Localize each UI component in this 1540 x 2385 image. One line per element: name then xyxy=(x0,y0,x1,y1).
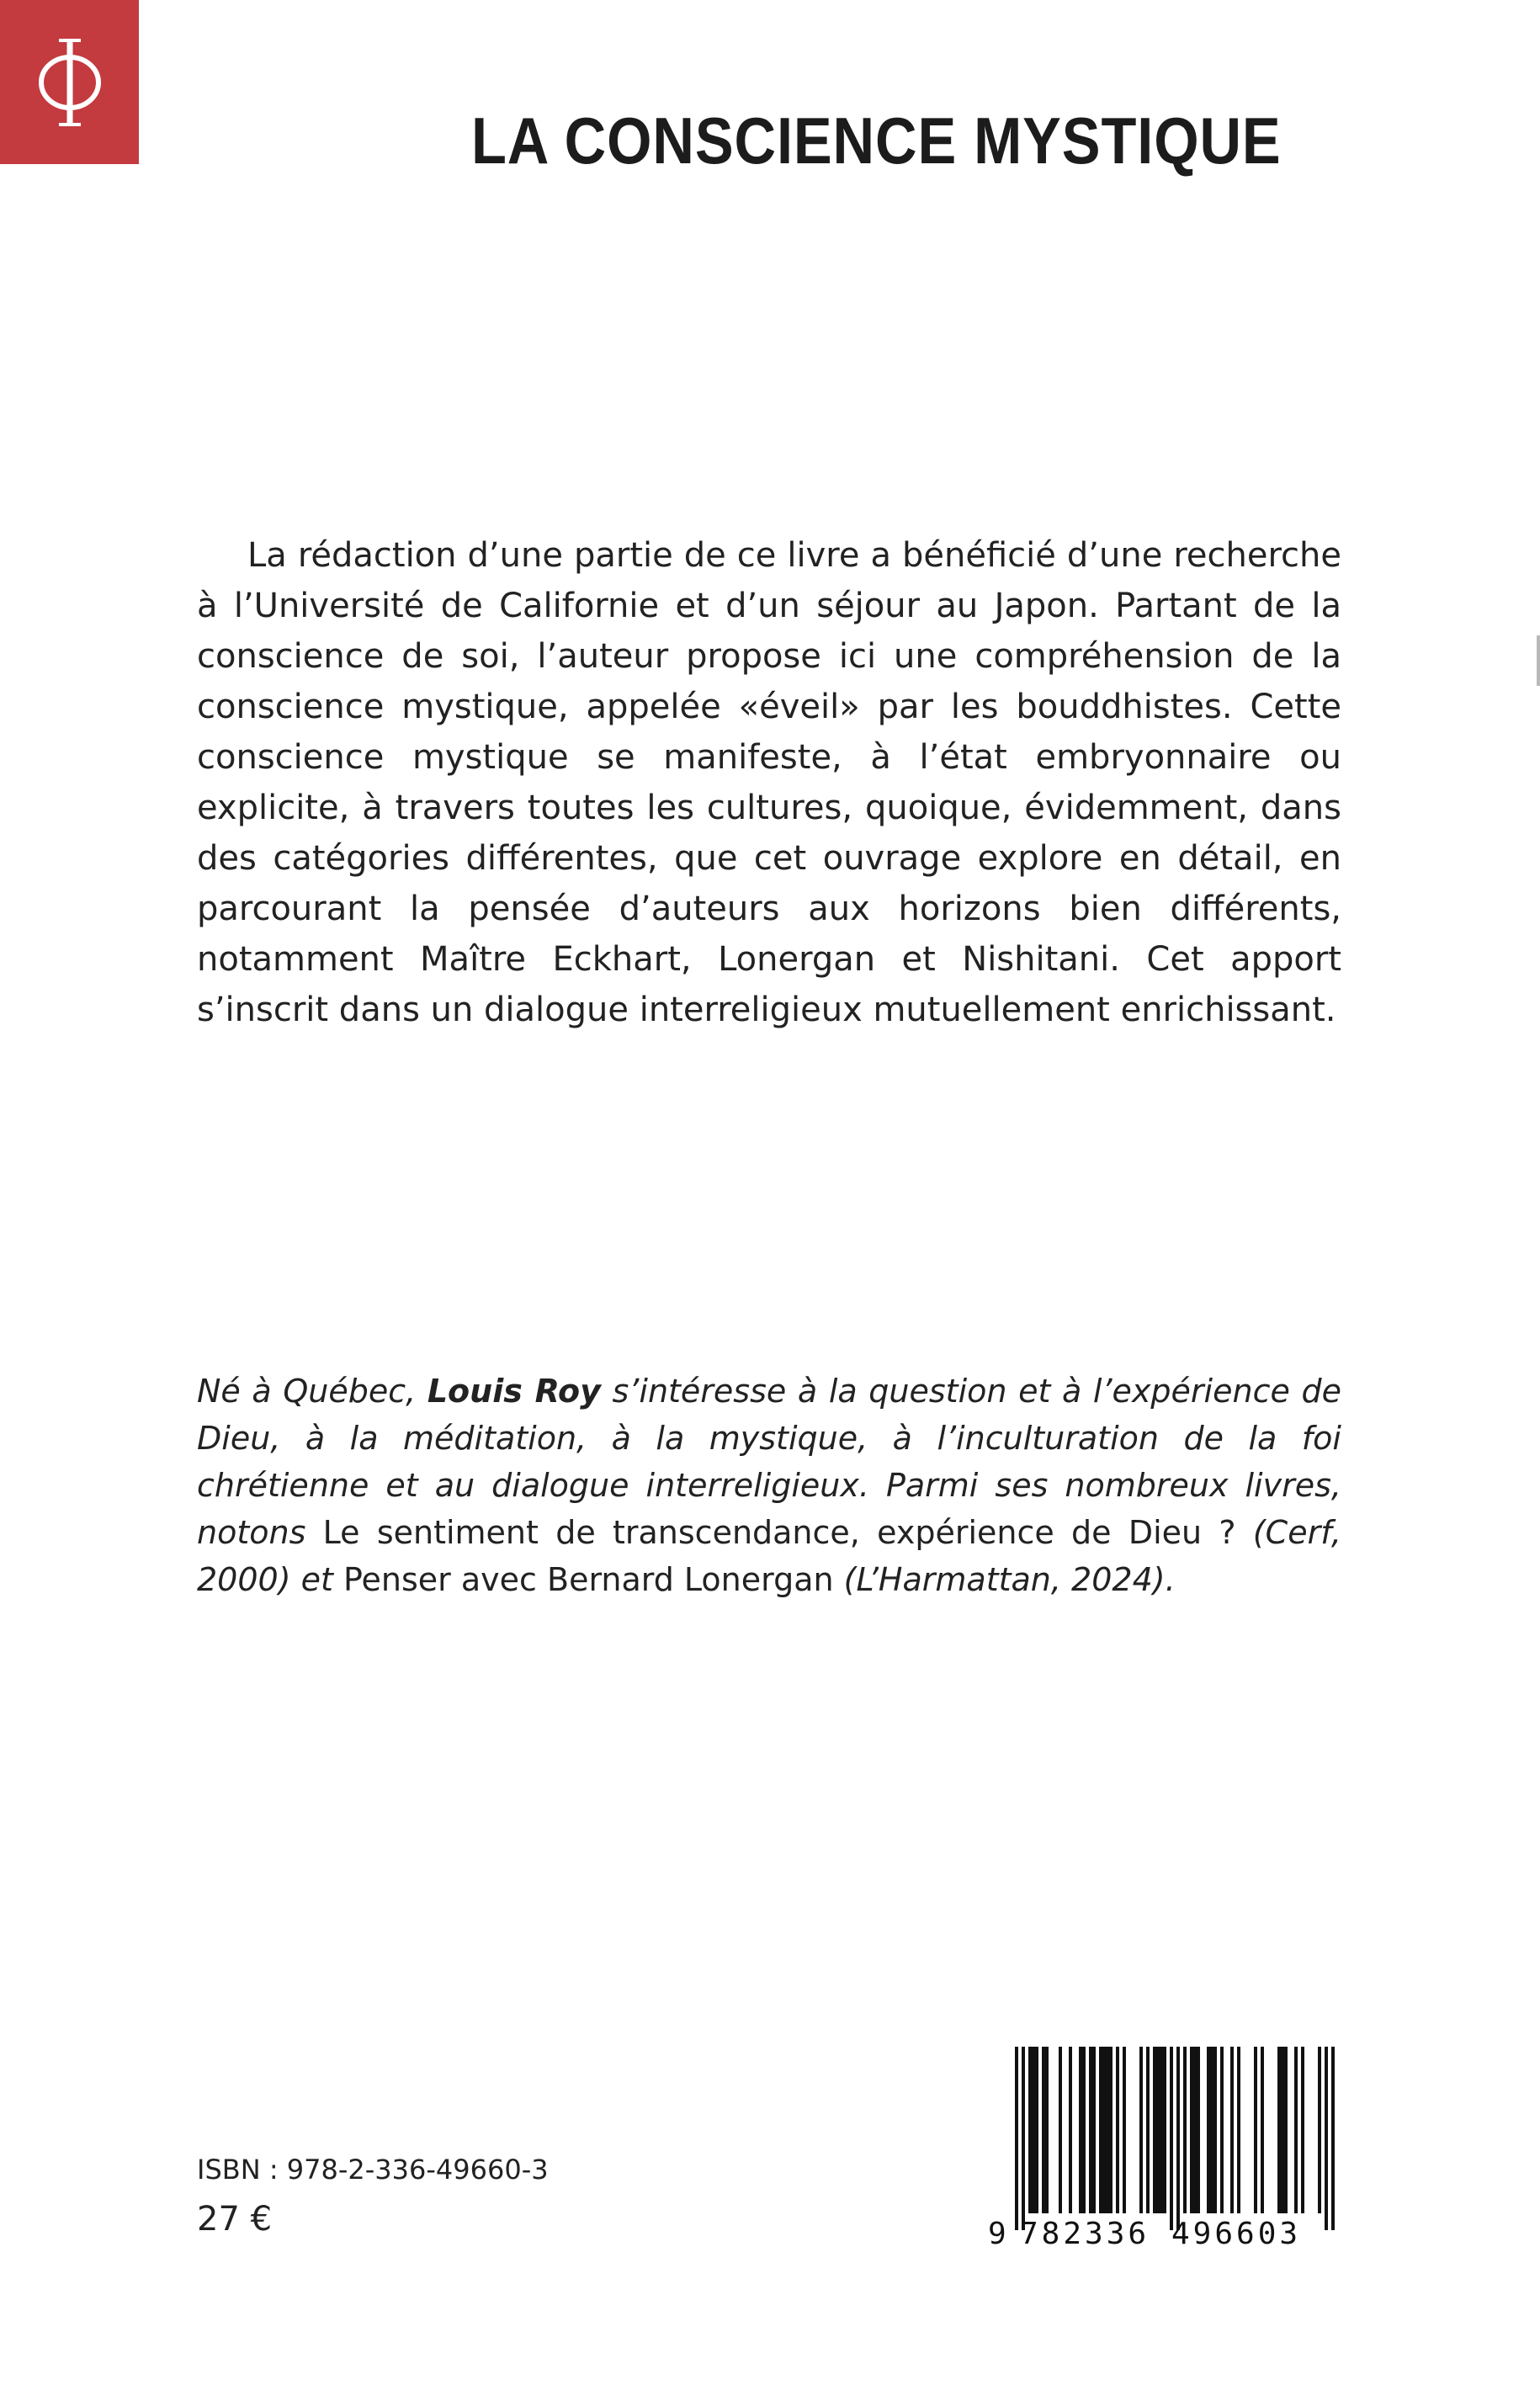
barcode-right-digits: 496603 xyxy=(1171,2217,1302,2251)
barcode-bar xyxy=(1220,2047,1224,2213)
bio-text-1: s’intéresse à la question et à l’expérience de Dieu, à la méditation, à la mystique, à l’inculturation de la foi chrétienne et au dialogue interreligieux. Parmi ses nombreux livres, notons xyxy=(197,1373,1341,1551)
barcode-bar xyxy=(1035,2047,1038,2213)
barcode-bar xyxy=(1197,2047,1200,2213)
phi-logo-icon xyxy=(32,32,108,133)
barcode-bar xyxy=(1123,2047,1126,2213)
barcode-bar xyxy=(1139,2047,1143,2213)
barcode-bar xyxy=(1032,2047,1035,2213)
book-reference-2: Penser avec Bernard Lonergan xyxy=(343,1561,834,1598)
barcode-first-digit: 9 xyxy=(988,2217,1006,2251)
barcode-bar xyxy=(1170,2047,1173,2230)
barcode-bar xyxy=(1156,2047,1160,2213)
barcode-bar xyxy=(1331,2047,1335,2230)
barcode-bar xyxy=(1183,2047,1187,2213)
author-name: Louis Roy xyxy=(427,1373,601,1410)
barcode-bar xyxy=(1102,2047,1106,2213)
barcode-bar xyxy=(1163,2047,1166,2213)
barcode-bar xyxy=(1230,2047,1234,2213)
barcode-bar xyxy=(1146,2047,1150,2213)
barcode-bar xyxy=(1277,2047,1281,2213)
barcode-bar xyxy=(1079,2047,1082,2213)
barcode-bar xyxy=(1069,2047,1072,2213)
barcode-bar xyxy=(1059,2047,1062,2213)
book-reference-1: Le sentiment de transcendance, expérience de Dieu ? xyxy=(322,1514,1236,1551)
book-title: LA CONSCIENCE MYSTIQUE xyxy=(471,104,1282,178)
price-label: 27 € xyxy=(197,2200,273,2239)
barcode-bar xyxy=(1109,2047,1113,2213)
barcode-bar xyxy=(1210,2047,1213,2213)
barcode-bar xyxy=(1294,2047,1298,2213)
barcode-bar xyxy=(1045,2047,1049,2213)
barcode-bar xyxy=(1318,2047,1321,2213)
author-bio xyxy=(197,1368,1341,1603)
barcode-bar xyxy=(1116,2047,1119,2213)
barcode-bar xyxy=(1193,2047,1197,2213)
barcode-bar xyxy=(1176,2047,1180,2230)
isbn-label: ISBN : 978-2-336-49660-3 xyxy=(197,2154,549,2186)
barcode-bar xyxy=(1301,2047,1304,2213)
publisher-logo xyxy=(0,0,139,164)
barcode-bar xyxy=(1089,2047,1092,2213)
spine-edge-mark xyxy=(1537,635,1540,686)
barcode-bar xyxy=(1042,2047,1045,2213)
barcode-bar xyxy=(1099,2047,1102,2213)
barcode-bar xyxy=(1015,2047,1018,2230)
bio-intro: Né à Québec, xyxy=(197,1373,427,1410)
bio-text-3: (L’Harmattan, 2024). xyxy=(833,1561,1176,1598)
barcode-bar xyxy=(1022,2047,1025,2230)
barcode-bar xyxy=(1325,2047,1328,2230)
barcode-graphic xyxy=(976,2047,1346,2257)
bio-text-2: (Cerf, 2000) et xyxy=(197,1514,1341,1598)
barcode-bar xyxy=(1028,2047,1032,2213)
barcode-bar xyxy=(1281,2047,1284,2213)
barcode-bar xyxy=(1254,2047,1257,2213)
barcode-bar xyxy=(1207,2047,1210,2213)
barcode-left-digits: 782336 xyxy=(1020,2217,1150,2251)
barcode-bar xyxy=(1261,2047,1264,2213)
barcode-bar xyxy=(1092,2047,1096,2213)
barcode-bar xyxy=(1284,2047,1288,2213)
barcode-bar xyxy=(1106,2047,1109,2213)
barcode xyxy=(976,2047,1346,2257)
barcode-bar xyxy=(1160,2047,1163,2213)
barcode-bar xyxy=(1190,2047,1193,2213)
barcode-bar xyxy=(1082,2047,1086,2213)
barcode-bar xyxy=(1153,2047,1156,2213)
barcode-bar xyxy=(1213,2047,1217,2213)
book-summary: La rédaction d’une partie de ce livre a bénéficié d’une recherche à l’Université de Californie et d’un séjour au Japon. Partant de la conscience de soi, l’auteur propose ici une compréhension de la conscience mystique, appelée «éveil» par les bouddhistes. Cette conscience mystique se manifeste, à l’état embryonnaire ou explicite, à travers toutes les cultures, quoique, évidemment, dans des catégories différentes, que cet ouvrage explore en détail, en parcourant la pensée d’auteurs aux horizons bien différents, notamment Maître Eckhart, Lonergan et Nishitani. Cet apport s’inscrit dans un dialogue interreligieux mutuellement enrichissant. xyxy=(197,536,1341,1029)
barcode-bar xyxy=(1237,2047,1240,2213)
